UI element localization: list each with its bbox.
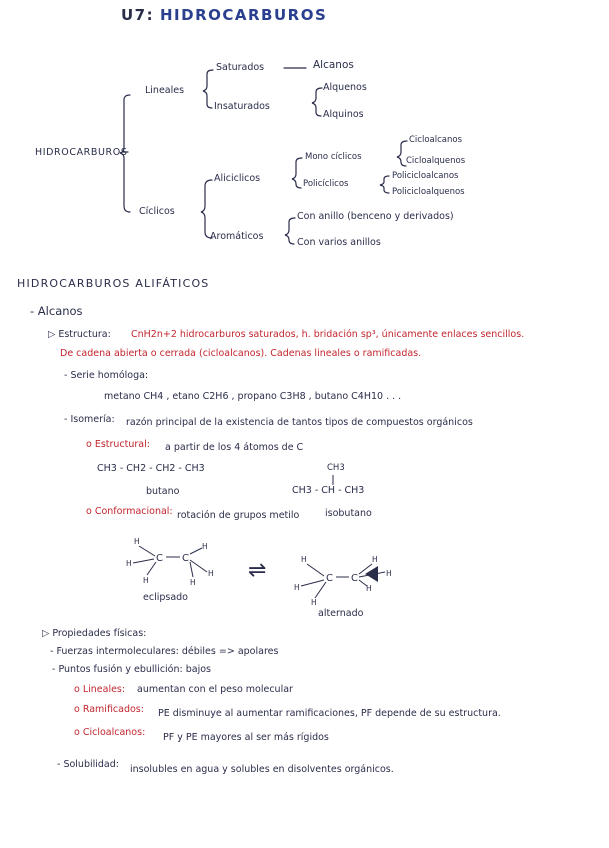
svg-text:H: H [134, 537, 140, 546]
diagram-monociclicos: Mono cíclicos [305, 152, 362, 162]
butano-name: butano [146, 486, 180, 497]
svg-text:H: H [294, 583, 300, 592]
diagram-policiclicos: Policíclicos [303, 179, 349, 189]
propiedades-label: ▷ Propiedades físicas: [42, 628, 147, 639]
serie-text: metano CH4 , etano C2H6 , propano C3H8 , butano C4H10 . . . [104, 391, 402, 402]
estructura-text: CnH2n+2 hidrocarburos saturados, h. bridación sp³, únicamente enlaces sencillos. [131, 329, 525, 340]
svg-text:H: H [372, 555, 378, 564]
diagram-saturados: Saturados [216, 62, 265, 73]
diagram-insaturados: Insaturados [214, 101, 270, 112]
eclipsado-label: eclipsado [143, 592, 188, 603]
section-heading: HIDROCARBUROS ALIFÁTICOS [17, 277, 210, 290]
diagram-con-anillo: Con anillo (benceno y derivados) [297, 211, 454, 222]
cicloalcanos-text: PF y PE mayores al ser más rígidos [163, 732, 329, 743]
diagram-cicloalquenos: Cicloalquenos [406, 156, 466, 166]
solubilidad-label: - Solubilidad: [57, 759, 119, 770]
estructural-label: o Estructural: [86, 439, 150, 450]
lineales-text: aumentan con el peso molecular [137, 684, 293, 695]
serie-label: - Serie homóloga: [64, 370, 149, 381]
diagram-alquenos: Alquenos [323, 82, 367, 93]
svg-text:H: H [366, 584, 372, 593]
diagram-cicloalcanos: Cicloalcanos [409, 135, 463, 145]
diagram-aromaticos: Aromáticos [210, 231, 264, 242]
isobutano-name: isobutano [325, 508, 372, 519]
diagram-policicloalcanos: Policicloalcanos [392, 171, 459, 181]
diagram-aliciclicos: Aliciclicos [214, 173, 261, 184]
unit-label: U7: [121, 6, 155, 24]
svg-text:C: C [156, 553, 163, 564]
alternado-label: alternado [318, 608, 364, 619]
diagram-ciclicos: Cíclicos [139, 206, 175, 217]
isobutano-formula: CH3 - CH - CH3 [292, 485, 365, 496]
equilibrium-arrows: ⇌ [248, 558, 267, 583]
puntos-text: - Puntos fusión y ebullición: bajos [52, 664, 211, 675]
svg-text:C: C [351, 573, 358, 584]
diagram-lineales: Lineales [145, 85, 185, 96]
estructura-text-2: De cadena abierta o cerrada (cicloalcanos). Cadenas lineales o ramificadas. [60, 348, 422, 359]
alcanos-heading: - Alcanos [30, 304, 83, 318]
isomeria-text: razón principal de la existencia de tantos tipos de compuestos orgánicos [126, 417, 473, 428]
diagram-root: HIDROCARBUROS [35, 147, 128, 158]
conformacional-text: rotación de grupos metilo [177, 510, 300, 521]
diagram-alquinos: Alquinos [323, 109, 364, 120]
svg-text:H: H [126, 559, 132, 568]
svg-text:H: H [190, 578, 196, 587]
estructura-label: ▷ Estructura: [48, 329, 111, 340]
lineales-label: o Lineales: [74, 684, 126, 695]
isomeria-label: - Isomería: [64, 414, 115, 425]
isobutano-branch: CH3 [327, 463, 345, 473]
svg-text:H: H [386, 569, 392, 578]
butano-formula: CH3 - CH2 - CH2 - CH3 [97, 463, 205, 474]
estructural-text: a partir de los 4 átomos de C [165, 442, 304, 453]
svg-text:C: C [182, 553, 189, 564]
solubilidad-text: insolubles en agua y solubles en disolventes orgánicos. [130, 764, 394, 775]
svg-text:H: H [202, 542, 208, 551]
diagram-alcanos: Alcanos [313, 59, 354, 71]
fuerzas-text: - Fuerzas intermoleculares: débiles => apolares [50, 646, 279, 657]
svg-text:H: H [311, 598, 317, 607]
diagram-policicloalquenos: Policicloalquenos [392, 187, 465, 197]
ramificados-text: PE disminuye al aumentar ramificaciones, PF depende de su estructura. [158, 708, 501, 719]
svg-text:H: H [208, 569, 214, 578]
ramificados-label: o Ramificados: [74, 704, 144, 715]
svg-text:H: H [301, 555, 307, 564]
svg-text:H: H [143, 576, 149, 585]
svg-text:C: C [326, 573, 333, 584]
page-title: HIDROCARBUROS [160, 6, 328, 24]
cicloalcanos-label: o Cicloalcanos: [74, 727, 146, 738]
conformacional-label: o Conformacional: [86, 506, 173, 517]
diagram-con-varios: Con varios anillos [297, 237, 381, 248]
